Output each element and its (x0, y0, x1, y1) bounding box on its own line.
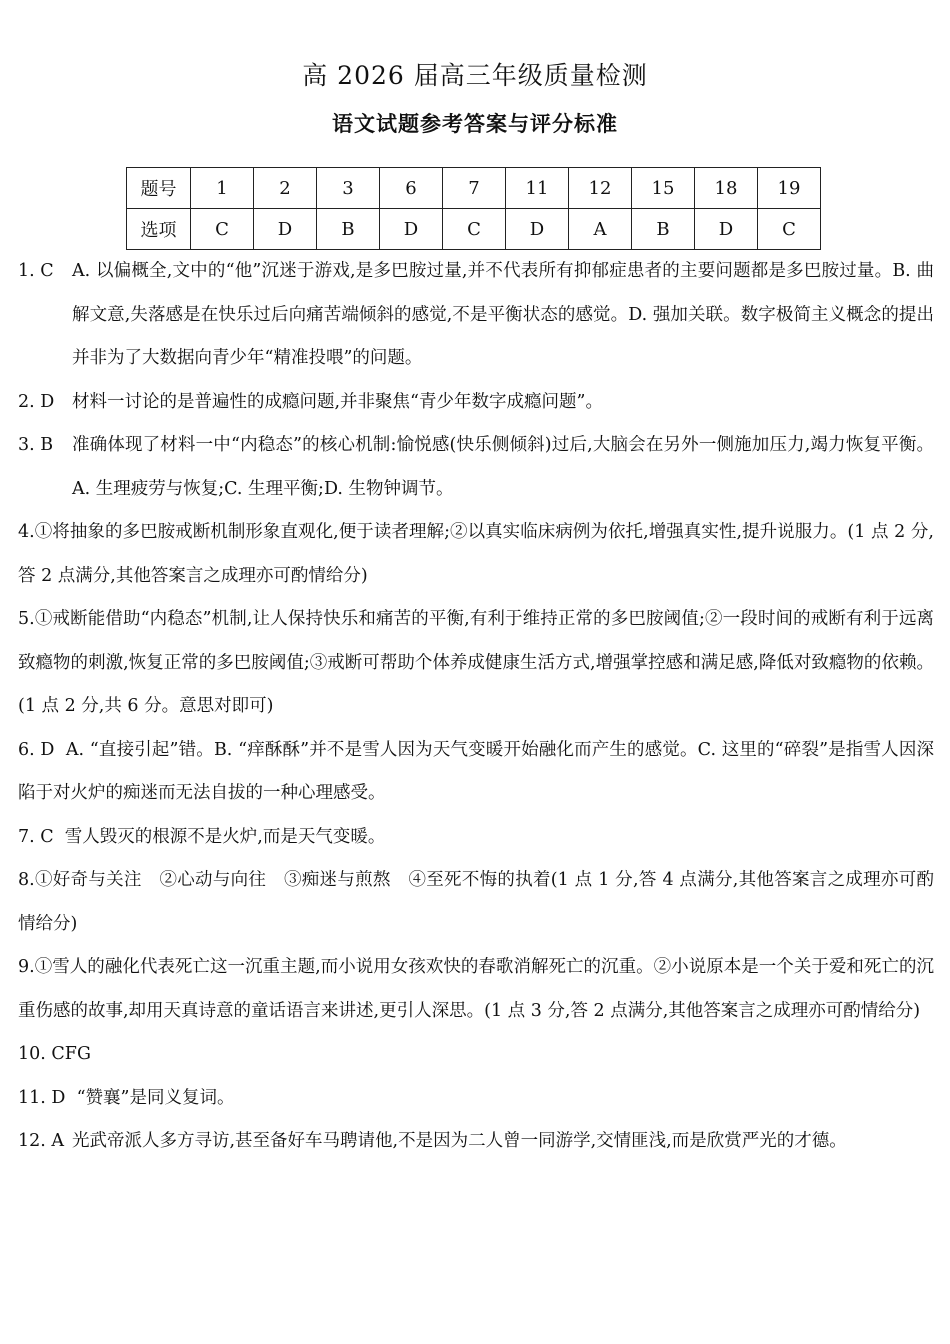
answer-item-11 (0, 1077, 950, 1121)
answer-item-2 (0, 381, 950, 425)
document-title: 高 2026 届高三年级质量检测 (302, 61, 648, 90)
item-number: 3. B (18, 435, 54, 455)
item-number: 1. C (18, 261, 54, 281)
item-number: 9. (18, 957, 35, 977)
document-subtitle: 语文试题参考答案与评分标准 (332, 112, 618, 136)
answer-item-7 (0, 816, 950, 860)
question-number: 11 (506, 168, 569, 209)
answer-option: B (317, 209, 380, 250)
answer-item-8 (0, 859, 950, 946)
item-number: 8. (18, 870, 35, 890)
question-number: 2 (254, 168, 317, 209)
item-number: 7. C (18, 826, 54, 847)
answer-item-1 (0, 250, 950, 381)
item-text: ①好奇与关注 ②心动与向往 ③痴迷与煎熬 ④至死不悔的执着(1 点 1 分,答 4 点满分,其他答案言之成理亦可酌情给分) (18, 870, 934, 934)
item-text: 材料一讨论的是普遍性的成瘾问题,并非聚焦“青少年数字成瘾问题”。 (72, 391, 603, 412)
answer-option: C (443, 209, 506, 250)
answer-item-10 (0, 1033, 950, 1077)
item-number: 4. (18, 522, 35, 542)
answer-option: D (254, 209, 317, 250)
item-number: 10. (18, 1044, 46, 1064)
item-text: A. “直接引起”错。B. “痒酥酥”并不是雪人因为天气变暖开始融化而产生的感觉。C. 这里的“碎裂”是指雪人因深陷于对火炉的痴迷而无法自拔的一种心理感受。 (18, 739, 934, 803)
answer-item-5 (0, 598, 950, 729)
answer-option: B (632, 209, 695, 250)
question-number: 12 (569, 168, 632, 209)
answer-option: C (191, 209, 254, 250)
question-number: 6 (380, 168, 443, 209)
answer-option: D (380, 209, 443, 250)
answer-item-9 (0, 946, 950, 1033)
item-text: 光武帝派人多方寻访,甚至备好车马聘请他,不是因为二人曾一同游学,交情匪浅,而是欣赏严光的才德。 (72, 1131, 847, 1151)
question-number: 1 (191, 168, 254, 209)
item-number: 2. D (18, 391, 55, 412)
answer-option: C (758, 209, 821, 250)
answer-option: D (506, 209, 569, 250)
row-label-number: 题号 (127, 168, 191, 209)
answer-option: A (569, 209, 632, 250)
answer-item-12 (0, 1120, 950, 1164)
item-text: “赞襄”是同义复词。 (76, 1087, 235, 1108)
answer-item-3 (0, 424, 950, 511)
item-text: ①雪人的融化代表死亡这一沉重主题,而小说用女孩欢快的春歌消解死亡的沉重。②小说原本是一个关于爱和死亡的沉重伤感的故事,却用天真诗意的童话语言来讲述,更引人深思。(1 点 3 分,答 2 点满分,其他答案言之成理亦可酌情给分) (18, 957, 934, 1021)
answer-table-number-row (127, 168, 821, 209)
item-number: 11. D (18, 1087, 66, 1108)
item-text: A. 以偏概全,文中的“他”沉迷于游戏,是多巴胺过量,并不代表所有抑郁症患者的主要问题都是多巴胺过量。B. 曲解文意,失落感是在快乐过后向痛苦端倾斜的感觉,不是平衡状态的感觉。D. 强加关联。数字极简主义概念的提出并非为了大数据向青少年“精准投喂”的问题。 (72, 261, 934, 368)
answer-explanations (0, 250, 950, 1164)
question-number: 7 (443, 168, 506, 209)
item-text: CFG (51, 1044, 91, 1064)
answer-table (126, 167, 821, 250)
question-number: 15 (632, 168, 695, 209)
answer-item-6 (0, 729, 950, 816)
item-text: ①戒断能借助“内稳态”机制,让人保持快乐和痛苦的平衡,有利于维持正常的多巴胺阈值;②一段时间的戒断有利于远离致瘾物的刺激,恢复正常的多巴胺阈值;③戒断可帮助个体养成健康生活方式,增强掌控感和满足感,降低对致瘾物的依赖。(1 点 2 分,共 6 分。意思对即可) (18, 609, 934, 716)
item-text: ①将抽象的多巴胺戒断机制形象直观化,便于读者理解;②以真实临床病例为依托,增强真实性,提升说服力。(1 点 2 分,答 2 点满分,其他答案言之成理亦可酌情给分) (18, 522, 934, 586)
question-number: 19 (758, 168, 821, 209)
item-number: 6. D (18, 739, 55, 760)
answer-option: D (695, 209, 758, 250)
question-number: 3 (317, 168, 380, 209)
item-text: 准确体现了材料一中“内稳态”的核心机制:愉悦感(快乐侧倾斜)过后,大脑会在另外一侧施加压力,竭力恢复平衡。A. 生理疲劳与恢复;C. 生理平衡;D. 生物钟调节。 (72, 435, 934, 499)
item-text: 雪人毁灭的根源不是火炉,而是天气变暖。 (64, 826, 386, 847)
item-number: 5. (18, 609, 35, 629)
answer-table-answer-row (127, 209, 821, 250)
row-label-answer: 选项 (127, 209, 191, 250)
question-number: 18 (695, 168, 758, 209)
answer-item-4 (0, 511, 950, 598)
item-number: 12. A (18, 1131, 65, 1151)
